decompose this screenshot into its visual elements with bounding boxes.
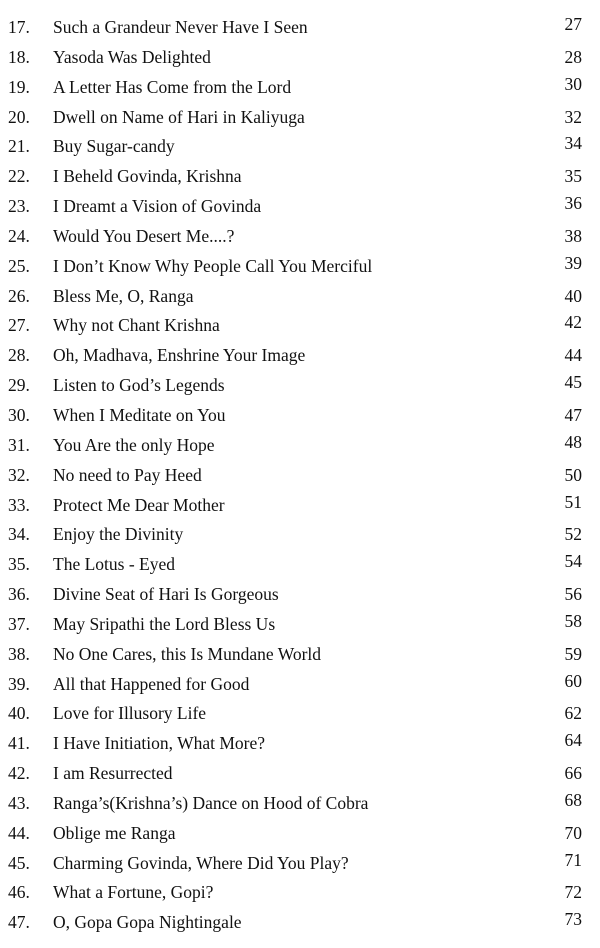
entry-number: 46. <box>8 882 30 903</box>
toc-entry <box>0 73 600 103</box>
entry-title: No need to Pay Heed <box>53 464 202 485</box>
entry-page-number: 30 <box>564 73 582 94</box>
entry-number: 45. <box>8 852 30 873</box>
toc-entry <box>0 222 600 252</box>
entry-page-number: 59 <box>564 643 582 664</box>
entry-title: Oblige me Ranga <box>53 822 176 843</box>
entry-number: 26. <box>8 285 30 306</box>
entry-number: 18. <box>8 46 30 67</box>
entry-page-number: 42 <box>564 312 582 333</box>
toc-entry <box>0 103 600 133</box>
entry-page-number: 54 <box>564 551 582 572</box>
entry-title: I am Resurrected <box>53 763 173 784</box>
toc-entry <box>0 670 600 700</box>
entry-page-number: 39 <box>564 252 582 273</box>
entry-title: O, Gopa Gopa Nightingale <box>53 912 242 933</box>
entry-number: 37. <box>8 613 30 634</box>
entry-number: 32. <box>8 464 30 485</box>
entry-number: 38. <box>8 643 30 664</box>
toc-entry <box>0 162 600 192</box>
toc-entry <box>0 252 600 282</box>
toc-entry <box>0 192 600 222</box>
entry-title: Charming Govinda, Where Did You Play? <box>53 852 349 873</box>
entry-title: Listen to God’s Legends <box>53 375 225 396</box>
toc-entry <box>0 819 600 849</box>
toc-entry <box>0 282 600 312</box>
toc-entry <box>0 640 600 670</box>
entry-number: 33. <box>8 494 30 515</box>
entry-page-number: 32 <box>564 106 582 127</box>
entry-title: Divine Seat of Hari Is Gorgeous <box>53 584 279 605</box>
entry-number: 39. <box>8 673 30 694</box>
toc-entry <box>0 699 600 729</box>
toc-entry <box>0 520 600 550</box>
entry-page-number: 48 <box>564 431 582 452</box>
toc-entry <box>0 132 600 162</box>
entry-number: 36. <box>8 584 30 605</box>
entry-page-number: 66 <box>564 763 582 784</box>
toc-entry <box>0 789 600 819</box>
entry-title: Ranga’s(Krishna’s) Dance on Hood of Cobra <box>53 792 369 813</box>
entry-title: When I Meditate on You <box>53 404 226 425</box>
entry-page-number: 71 <box>564 849 582 870</box>
entry-page-number: 56 <box>564 584 582 605</box>
entry-page-number: 36 <box>564 193 582 214</box>
entry-page-number: 60 <box>564 670 582 691</box>
entry-page-number: 70 <box>564 822 582 843</box>
entry-number: 47. <box>8 912 30 933</box>
entry-page-number: 28 <box>564 46 582 67</box>
entry-title: Why not Chant Krishna <box>53 315 220 336</box>
entry-number: 35. <box>8 554 30 575</box>
toc-entry <box>0 878 600 908</box>
entry-page-number: 47 <box>564 404 582 425</box>
toc-entry <box>0 729 600 759</box>
entry-number: 17. <box>8 17 30 37</box>
entry-number: 22. <box>8 166 30 187</box>
toc-entry <box>0 13 600 43</box>
entry-title: I Don’t Know Why People Call You Merciful <box>53 255 373 276</box>
entry-title: Yasoda Was Delighted <box>53 46 211 67</box>
entry-number: 27. <box>8 315 30 336</box>
entry-page-number: 62 <box>564 703 582 724</box>
entry-number: 20. <box>8 106 30 127</box>
entry-title: Buy Sugar-candy <box>53 136 175 157</box>
entry-page-number: 52 <box>564 524 582 545</box>
entry-title: The Lotus - Eyed <box>53 554 175 575</box>
entry-page-number: 72 <box>564 882 582 903</box>
toc-entry <box>0 341 600 371</box>
entry-number: 41. <box>8 733 30 754</box>
toc-entry <box>0 849 600 879</box>
toc-entry <box>0 311 600 341</box>
entry-number: 42. <box>8 763 30 784</box>
entry-number: 23. <box>8 196 30 217</box>
entry-page-number: 35 <box>564 166 582 187</box>
entry-title: Dwell on Name of Hari in Kaliyuga <box>53 106 305 127</box>
entry-title: Love for Illusory Life <box>53 703 207 724</box>
entry-number: 29. <box>8 375 30 396</box>
entry-number: 25. <box>8 255 30 276</box>
entry-page-number: 58 <box>564 610 582 631</box>
entry-title: Would You Desert Me....? <box>53 225 235 246</box>
entry-title: Oh, Madhava, Enshrine Your Image <box>53 345 306 366</box>
entry-page-number: 50 <box>564 464 582 485</box>
entry-title: All that Happened for Good <box>53 673 250 694</box>
entry-page-number: 38 <box>564 225 582 246</box>
entry-page-number: 51 <box>564 491 582 512</box>
entry-number: 19. <box>8 76 30 97</box>
entry-number: 34. <box>8 524 30 545</box>
entry-number: 44. <box>8 822 30 843</box>
toc-entry <box>0 43 600 73</box>
entry-page-number: 68 <box>564 789 582 810</box>
toc-entry <box>0 371 600 401</box>
entry-page-number: 34 <box>564 133 582 154</box>
entry-page-number: 40 <box>564 285 582 306</box>
toc-entry <box>0 550 600 580</box>
entry-number: 24. <box>8 225 30 246</box>
toc-entry <box>0 401 600 431</box>
toc-entry <box>0 908 600 938</box>
entry-title: May Sripathi the Lord Bless Us <box>53 613 276 634</box>
entry-page-number: 73 <box>564 909 582 930</box>
entry-number: 28. <box>8 345 30 366</box>
entry-title: Bless Me, O, Ranga <box>53 285 194 306</box>
entry-number: 30. <box>8 404 30 425</box>
entry-page-number: 44 <box>564 345 582 366</box>
entry-title: Such a Grandeur Never Have I Seen <box>53 17 308 37</box>
entry-title: What a Fortune, Gopi? <box>53 882 214 903</box>
entry-title: I Dreamt a Vision of Govinda <box>53 196 262 217</box>
entry-title: You Are the only Hope <box>53 434 215 455</box>
toc-entry <box>0 491 600 521</box>
toc-entry <box>0 580 600 610</box>
entry-title: No One Cares, this Is Mundane World <box>53 643 322 664</box>
entry-title: Enjoy the Divinity <box>53 524 184 545</box>
entry-number: 21. <box>8 136 30 157</box>
entry-title: A Letter Has Come from the Lord <box>53 76 292 97</box>
entry-title: Protect Me Dear Mother <box>53 494 225 515</box>
entry-number: 40. <box>8 703 30 724</box>
toc-entry <box>0 461 600 491</box>
entry-title: I Beheld Govinda, Krishna <box>53 166 242 187</box>
entry-page-number: 64 <box>564 730 582 751</box>
entry-title: I Have Initiation, What More? <box>53 733 266 754</box>
toc-entry <box>0 431 600 461</box>
entry-number: 31. <box>8 434 30 455</box>
entry-page-number: 27 <box>564 14 582 34</box>
toc-entry <box>0 759 600 789</box>
table-of-contents <box>0 13 600 938</box>
toc-entry <box>0 610 600 640</box>
entry-page-number: 45 <box>564 372 582 393</box>
entry-number: 43. <box>8 792 30 813</box>
